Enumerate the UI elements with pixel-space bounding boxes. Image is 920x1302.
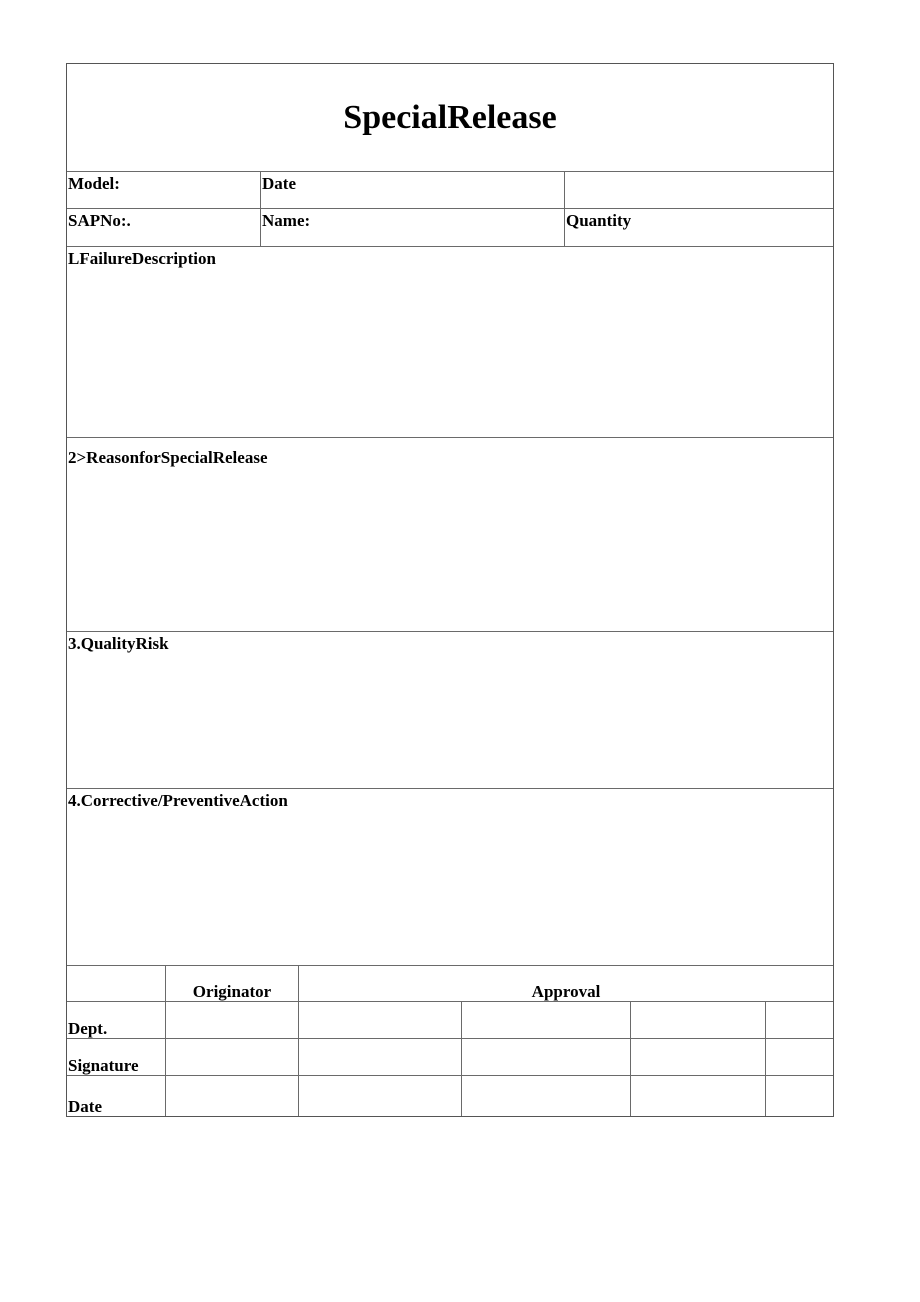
dept-approval-cell[interactable] — [462, 1002, 630, 1038]
divider — [67, 437, 833, 438]
date-approval-cell[interactable] — [299, 1076, 461, 1116]
divider — [67, 788, 833, 789]
failure-description-field[interactable] — [67, 272, 833, 436]
divider — [260, 171, 261, 246]
date-label: Date — [262, 174, 296, 193]
date-originator-cell[interactable] — [166, 1076, 298, 1116]
date-approval-cell[interactable] — [462, 1076, 630, 1116]
quality-risk-label: 3.QualityRisk — [68, 634, 169, 653]
signature-approval-cell[interactable] — [462, 1039, 630, 1075]
dept-approval-cell[interactable] — [766, 1002, 833, 1038]
dept-approval-cell[interactable] — [631, 1002, 765, 1038]
quality-risk-field[interactable] — [67, 656, 833, 787]
originator-header: Originator — [192, 982, 272, 1001]
date-approval-cell[interactable] — [631, 1076, 765, 1116]
reason-label: 2>ReasonforSpecialRelease — [68, 448, 268, 467]
form-title: SpecialRelease — [343, 99, 557, 136]
signature-originator-cell[interactable] — [166, 1039, 298, 1075]
dept-label: Dept. — [68, 1019, 108, 1038]
corrective-action-field[interactable] — [67, 814, 833, 964]
reason-field[interactable] — [67, 470, 833, 630]
signature-approval-cell[interactable] — [299, 1039, 461, 1075]
quantity-field[interactable] — [647, 209, 833, 245]
signature-label: Signature — [68, 1056, 139, 1075]
model-field[interactable] — [167, 172, 259, 207]
date-field[interactable] — [307, 172, 563, 207]
sap-no-field[interactable] — [157, 209, 259, 245]
special-release-form — [66, 63, 834, 1117]
divider — [67, 246, 833, 247]
name-label: Name: — [262, 211, 311, 230]
dept-approval-cell[interactable] — [299, 1002, 461, 1038]
signoff-date-label: Date — [68, 1097, 102, 1116]
sap-no-label: SAPNo:. — [68, 211, 131, 230]
name-field[interactable] — [327, 209, 563, 245]
divider — [67, 631, 833, 632]
quantity-label: Quantity — [566, 211, 632, 230]
divider — [67, 965, 833, 966]
date-approval-cell[interactable] — [766, 1076, 833, 1116]
failure-description-label: LFailureDescription — [68, 249, 216, 268]
dept-originator-cell[interactable] — [166, 1002, 298, 1038]
corrective-action-label: 4.Corrective/PreventiveAction — [68, 791, 288, 810]
signature-approval-cell[interactable] — [631, 1039, 765, 1075]
header-extra-field[interactable] — [565, 172, 833, 207]
model-label: Model: — [68, 174, 120, 193]
signature-approval-cell[interactable] — [766, 1039, 833, 1075]
approval-header: Approval — [531, 982, 601, 1001]
